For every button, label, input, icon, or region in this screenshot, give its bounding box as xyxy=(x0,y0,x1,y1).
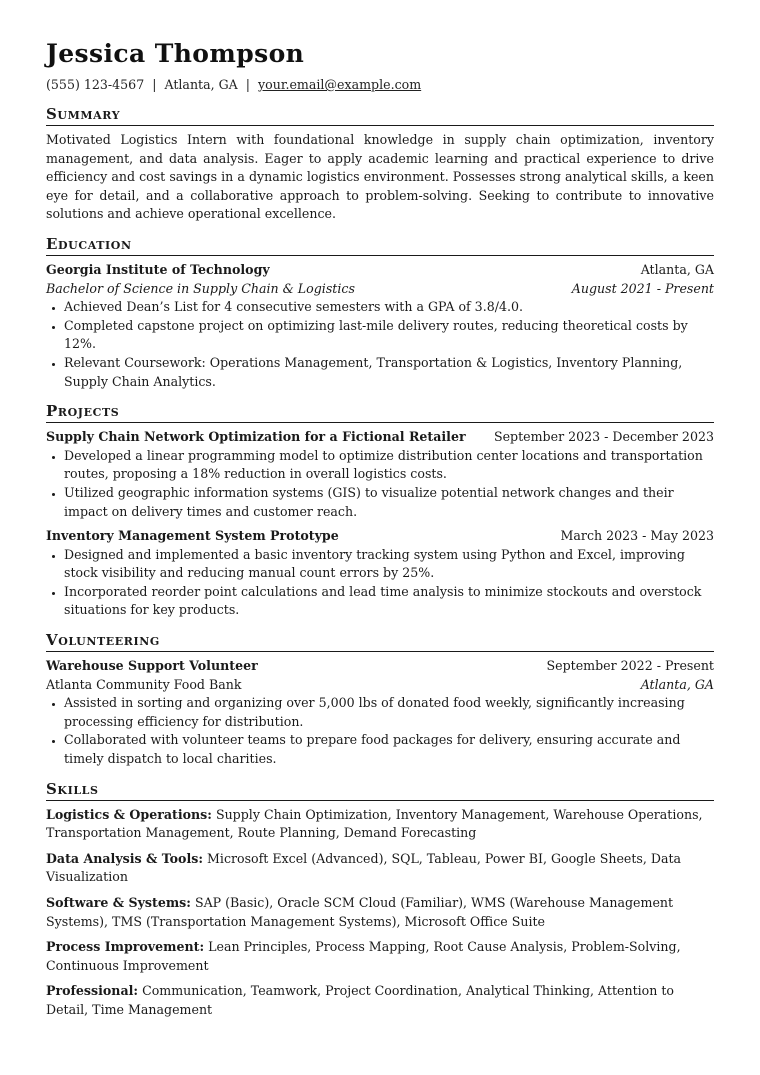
skills-section xyxy=(46,806,714,1020)
school-name: Georgia Institute of Technology xyxy=(46,261,270,277)
project-name: Inventory Management System Prototype xyxy=(46,528,339,544)
project-bullets xyxy=(46,546,714,620)
volunteer-header-row xyxy=(46,657,714,676)
project-dates: March 2023 - May 2023 xyxy=(560,528,714,544)
volunteering-section xyxy=(46,657,714,769)
skill-text: SAP (Basic), Oracle SCM Cloud (Familiar), WMS (Warehouse Management Systems), TMS (Transportation Management Systems), Microsoft Office Suite xyxy=(46,895,674,929)
school-location: Atlanta, GA xyxy=(640,261,714,277)
skill-line xyxy=(46,982,714,1019)
contact-line xyxy=(46,76,714,94)
email-link[interactable]: your.email@example.com xyxy=(258,77,422,92)
list-item: • Relevant Coursework: Operations Management, Transportation & Logistics, Inventory Planning, Supply Chain Analytics. xyxy=(64,354,714,391)
skill-line xyxy=(46,850,714,887)
education-bullets xyxy=(46,298,714,391)
project-dates: September 2023 - December 2023 xyxy=(493,429,714,445)
list-item: • Completed capstone project on optimizing last-mile delivery routes, reducing theoretical costs by 12%. xyxy=(64,317,714,354)
volunteer-bullets xyxy=(46,694,714,768)
project-header-row xyxy=(46,428,714,447)
list-item: • Assisted in sorting and organizing over 5,000 lbs of donated food weekly, significantly increasing processing efficiency for distribution. xyxy=(64,694,714,731)
list-item: • Incorporated reorder point calculations and lead time analysis to minimize stockouts and overstock situations for key products. xyxy=(64,583,714,620)
skill-text: Lean Principles, Process Mapping, Root Cause Analysis, Problem-Solving, Continuous Improvement xyxy=(46,939,681,973)
skill-line xyxy=(46,894,714,931)
project-name: Supply Chain Network Optimization for a Fictional Retailer xyxy=(46,429,466,445)
degree: Bachelor of Science in Supply Chain & Logistics xyxy=(46,280,355,296)
skill-text: Communication, Teamwork, Project Coordination, Analytical Thinking, Attention to Detail, Time Management xyxy=(46,983,675,1017)
skill-label: Software & Systems: xyxy=(46,895,191,910)
skill-line xyxy=(46,938,714,975)
education-header-row xyxy=(46,261,714,280)
project-entry xyxy=(46,428,714,521)
summary-text: Motivated Logistics Intern with foundational knowledge in supply chain optimization, inventory management, and data analysis. Eager to apply academic learning and practical experience to drive efficiency and cost savings in a dynamic logistics environment. Possesses strong analytical skills, a keen eye for detail, and a collaborative approach to problem-solving. Seeking to contribute to innovative solutions and achieve operational excellence. xyxy=(46,132,714,222)
section-title-skills: Skills xyxy=(46,779,714,801)
skill-line xyxy=(46,806,714,843)
project-header-row xyxy=(46,527,714,546)
volunteer-role: Warehouse Support Volunteer xyxy=(46,658,258,674)
education-section xyxy=(46,261,714,391)
volunteer-org: Atlanta Community Food Bank xyxy=(46,676,242,692)
list-item: • Designed and implemented a basic inventory tracking system using Python and Excel, improving stock visibility and reducing manual count errors by 25%. xyxy=(64,546,714,583)
skill-text: Supply Chain Optimization, Inventory Management, Warehouse Operations, Transportation Management, Route Planning, Demand Forecasting xyxy=(46,806,703,841)
section-title-volunteering: Volunteering xyxy=(46,630,714,652)
skill-label: Professional: xyxy=(46,983,139,999)
skill-label: Data Analysis & Tools: xyxy=(46,850,203,866)
separator: | xyxy=(152,77,157,92)
education-degree-row xyxy=(46,280,714,299)
candidate-name: Jessica Thompson xyxy=(46,39,305,68)
phone-number: (555) 123-4567 xyxy=(46,77,145,92)
skill-label: Logistics & Operations: xyxy=(46,806,212,822)
section-title-summary: Summary xyxy=(46,104,714,126)
project-entry xyxy=(46,527,714,620)
list-item: • Achieved Dean’s List for 4 consecutive semesters with a GPA of 3.8/4.0. xyxy=(64,298,714,317)
project-bullets xyxy=(46,447,714,521)
resume-page xyxy=(46,38,714,1027)
section-title-education: Education xyxy=(46,234,714,256)
list-item: • Utilized geographic information systems (GIS) to visualize potential network changes and their impact on delivery times and customer reach. xyxy=(64,484,714,521)
section-title-projects: Projects xyxy=(46,401,714,423)
volunteer-org-row xyxy=(46,676,714,695)
volunteer-location: Atlanta, GA xyxy=(640,676,714,692)
projects-section xyxy=(46,428,714,620)
separator: | xyxy=(245,77,251,92)
list-item: • Developed a linear programming model to optimize distribution center locations and transportation routes, proposing a 18% reduction in overall logistics costs. xyxy=(64,447,714,484)
skill-label: Process Improvement: xyxy=(46,939,205,955)
skill-text: Microsoft Excel (Advanced), SQL, Tableau, Power BI, Google Sheets, Data Visualization xyxy=(46,850,682,885)
summary-section xyxy=(46,131,714,224)
volunteer-dates: September 2022 - Present xyxy=(546,658,714,674)
location: Atlanta, GA xyxy=(164,77,238,92)
list-item: • Collaborated with volunteer teams to prepare food packages for delivery, ensuring accurate and timely dispatch to local charities. xyxy=(64,731,714,768)
education-dates: August 2021 - Present xyxy=(571,280,714,296)
